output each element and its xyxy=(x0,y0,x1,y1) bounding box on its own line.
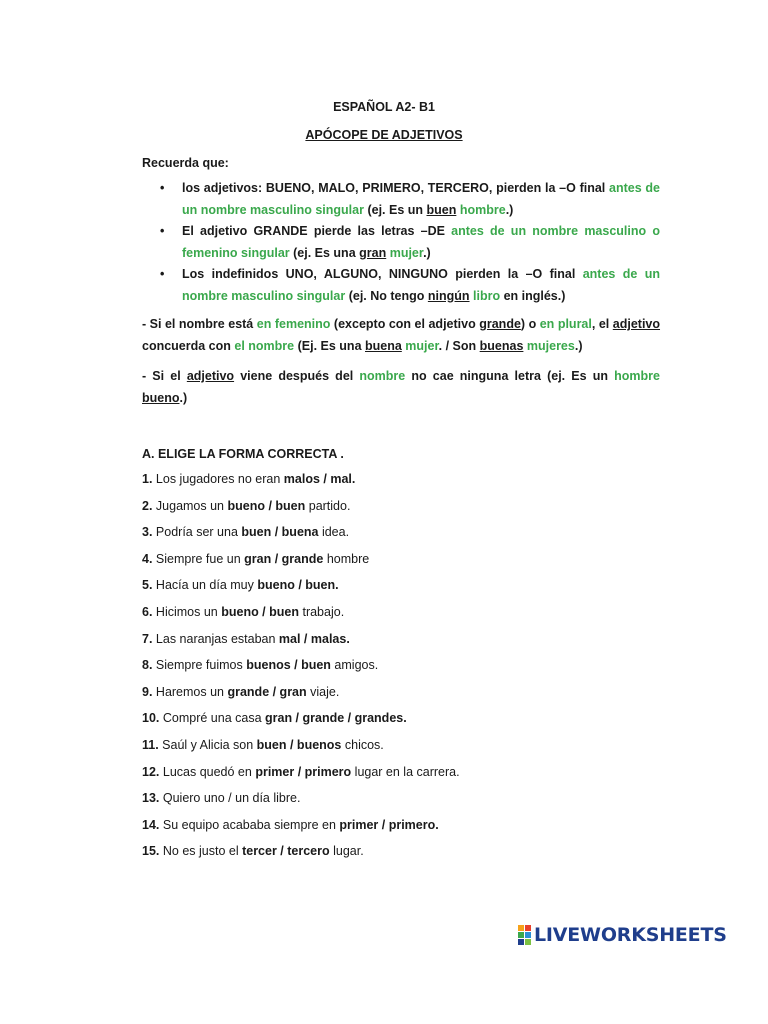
answer-choice[interactable]: buen / buena xyxy=(241,525,319,540)
bullet-item xyxy=(142,221,660,264)
answer-choice[interactable]: gran / grande / grandes. xyxy=(265,711,407,726)
exercise-item: 8. Siempre fuimos buenos / buen amigos. xyxy=(142,658,379,673)
bullet-text: .) xyxy=(505,202,514,217)
liveworksheets-logo-icon xyxy=(518,925,531,945)
section-a-heading: A. ELIGE LA FORMA CORRECTA . xyxy=(142,447,344,461)
answer-choice[interactable]: bueno / buen. xyxy=(257,578,339,593)
bullet-text: (ej. No tengo xyxy=(345,288,428,303)
bullet-text: (ej. Es un xyxy=(363,202,427,217)
liveworksheets-logo[interactable] xyxy=(518,924,727,946)
exercise-item: 7. Las naranjas estaban mal / malas. xyxy=(142,631,350,646)
exercise-item: 12. Lucas quedó en primer / primero lugar en la carrera. xyxy=(142,764,460,779)
bullet-example-adjective: gran xyxy=(359,245,387,260)
recuerda-label: Recuerda que: xyxy=(142,156,229,170)
bullet-text: Los indefinidos UNO, ALGUNO, NINGUNO pierden la –O final xyxy=(182,267,583,281)
rules-bullet-list xyxy=(142,178,660,307)
liveworksheets-logo-text: LIVEWORKSHEETS xyxy=(534,924,727,946)
bullet-example-noun: libro xyxy=(473,288,501,303)
bullet-example-noun: mujer xyxy=(389,245,424,260)
topic-heading xyxy=(0,128,768,142)
answer-choice[interactable]: bueno / buen xyxy=(221,604,299,619)
exercise-item: 3. Podría ser una buen / buena idea. xyxy=(142,525,350,540)
exercise-item: 14. Su equipo acababa siempre en primer / primero. xyxy=(142,817,439,832)
exercise-item: 13. Quiero uno / un día libre. xyxy=(142,791,301,806)
exercise-item: 6. Hicimos un bueno / buen trabajo. xyxy=(142,604,345,619)
bullet-highlight: antes de un nombre masculino singular xyxy=(182,181,660,217)
answer-choice[interactable]: primer / primero. xyxy=(339,817,439,832)
rule-feminine-plural: - Si el nombre está en femenino (excepto con el adjetivo grande) o en plural, el adjetivo concuerda con el nombre (Ej. Es una buena mujer. / Son buenas mujeres.) xyxy=(142,317,661,353)
exercise-item: 15. No es justo el tercer / tercero lugar. xyxy=(142,844,364,859)
exercise-item: 1. Los jugadores no eran malos / mal. xyxy=(142,472,356,486)
answer-choice[interactable]: grande / gran xyxy=(227,684,307,699)
bullet-text: los adjetivos: BUENO, MALO, PRIMERO, TERCERO, pierden la –O final xyxy=(182,181,610,195)
answer-choice[interactable]: buen / buenos xyxy=(256,737,342,752)
bullet-item xyxy=(142,264,660,307)
bullet-item xyxy=(142,178,660,221)
bullet-example-adjective: buen xyxy=(426,202,457,217)
level-heading: ESPAÑOL A2- B1 xyxy=(333,100,435,114)
exercise-item: 2. Jugamos un bueno / buen partido. xyxy=(142,498,351,513)
answer-choice[interactable]: malos / mal. xyxy=(283,472,356,486)
exercise-item: 9. Haremos un grande / gran viaje. xyxy=(142,684,340,699)
answer-choice[interactable]: primer / primero xyxy=(255,764,352,779)
bullet-text: El adjetivo GRANDE pierde las letras –DE xyxy=(182,224,452,238)
bullet-text: .) xyxy=(423,245,431,260)
bullet-text: (ej. Es una xyxy=(289,245,360,260)
answer-choice[interactable]: gran / grande xyxy=(244,551,324,566)
answer-choice[interactable]: bueno / buen xyxy=(227,498,306,513)
exercise-item: 5. Hacía un día muy bueno / buen. xyxy=(142,578,339,593)
exercise-item: 4. Siempre fue un gran / grande hombre xyxy=(142,551,370,566)
exercise-item: 11. Saúl y Alicia son buen / buenos chicos. xyxy=(142,737,384,752)
rule-adjective-after-noun: - Si el adjetivo viene después del nombre no cae ninguna letra (ej. Es un hombre bueno.) xyxy=(142,369,660,405)
bullet-highlight: antes de un nombre masculino o femenino singular xyxy=(182,224,660,260)
bullet-dot-icon: • xyxy=(160,267,165,281)
answer-choice-inline[interactable]: Quiero uno / un día libre. xyxy=(159,791,301,806)
bullet-example-noun: hombre xyxy=(459,202,506,217)
bullet-dot-icon: • xyxy=(160,224,165,238)
bullet-text: en inglés.) xyxy=(500,288,566,303)
bullet-example-adjective: ningún xyxy=(427,288,470,303)
bullet-dot-icon: • xyxy=(160,181,165,195)
exercise-item: 10. Compré una casa gran / grande / grandes. xyxy=(142,711,407,726)
exercise-list xyxy=(142,469,460,868)
bullet-highlight: antes de un nombre masculino singular xyxy=(182,267,660,303)
answer-choice[interactable]: mal / malas. xyxy=(278,631,350,646)
topic-heading-text: APÓCOPE DE ADJETIVOS xyxy=(305,128,463,142)
answer-choice[interactable]: tercer / tercero xyxy=(242,844,330,859)
answer-choice[interactable]: buenos / buen xyxy=(246,658,331,673)
